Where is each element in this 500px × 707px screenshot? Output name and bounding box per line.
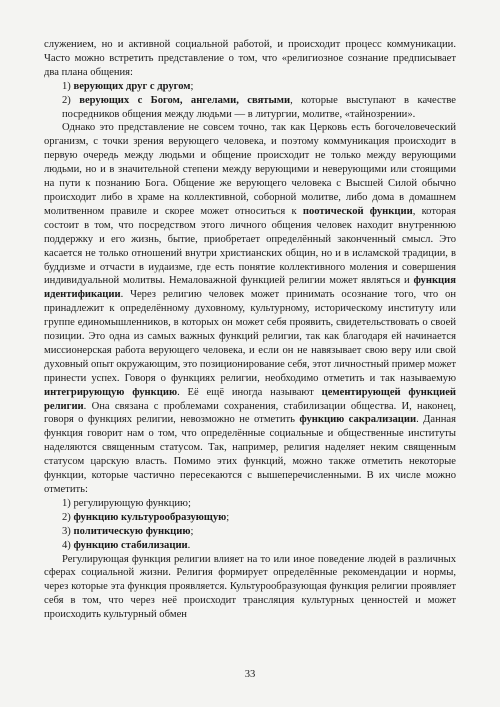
list-item-bold: функцию культурообразующую xyxy=(73,511,227,523)
term-cementing-function: цементирующей функцией религии xyxy=(44,386,457,412)
list-item-text: регулирующую функцию; xyxy=(73,497,191,509)
paragraph-regulating: Регулирующая функция религии влияет на то или иное поведение людей в различных сферах социальной жизни. Религия формирует определённые рекомендации и нормы, через которые эта функция проявляется. Культурообразующая функция религии проявляет себя в том, что через неё происходит трансляция культурных ценностей и может происходить культурный обмен xyxy=(44,553,456,621)
function-list-item-3 xyxy=(44,525,456,539)
term-integrating-function: интегрирующую функцию xyxy=(44,386,178,398)
text-run: . Данная функция говорит нам о том, что определённые социальные и общественные институты наделяются священным статусом. Так, например, религия наделяет неким священным статусом царскую власть. Помимо этих функций, можно также отметить некоторые функции, которые частично пересекаются с вышеперечисленными. В их числе можно отметить: xyxy=(44,414,457,495)
list-item-bold: верующих друг с другом xyxy=(73,80,191,92)
function-list-item-4 xyxy=(44,539,456,553)
list-number: 4) xyxy=(62,539,74,551)
list-item-bold: политическую функцию xyxy=(73,525,191,537)
list-item-tail: ; xyxy=(226,511,230,523)
list-item-2 xyxy=(44,94,456,122)
list-number: 2) xyxy=(62,94,80,106)
paragraph-functions xyxy=(44,121,456,496)
term-sacralization-function: функцию сакрализации xyxy=(299,414,417,426)
text-run: Однако это представление не совсем точно, так как Церковь есть богочеловеческий организм, с точки зрения верующего человека, и поэтому коммуникация происходит в первую очередь между людьми и общение происходит не только между верующими людьми, но и в значительной степени между верующими и неверующими или стоящими на пути к познанию Бога. Общение же верующего человека с Высшей Силой обычно происходит либо в храме на коллективной, соборной молитве, либо дома в домашнем молитвенном правиле и скорее может относиться к xyxy=(44,122,456,217)
text-run: . Она связана с проблемами сохранения, стабилизации общества. И, наконец, говоря о функциях религии, невозможно не отметить xyxy=(44,400,456,426)
function-list-item-2 xyxy=(44,511,456,525)
list-item-bold: верующих с Богом, ангелами, святыми xyxy=(79,94,291,106)
term-identification-function: функция идентификации xyxy=(44,275,456,301)
list-item-1 xyxy=(44,80,456,94)
list-number: 2) xyxy=(62,511,74,523)
page-number: 33 xyxy=(244,669,256,680)
paragraph-intro: служением, но и активной социальной работой, и происходит процесс коммуникации. Часто можно встретить представление о том, что «религиозное сознание предписывает два плана общения: xyxy=(44,39,456,78)
list-number: 1) xyxy=(62,80,74,92)
function-list-item-1 xyxy=(44,497,456,511)
list-item-tail: , которые выступают в качестве посредников общения между людьми — в литургии, молитве, «тайнозрении». xyxy=(62,94,456,120)
text-run: . Её ещё иногда называют xyxy=(177,386,322,398)
text-run: , которая состоит в том, что посредством этого личного общения человек находит внутреннюю поддержку и его жизнь, бытие, приобретает определённый законченный смысл. Это касается не только отношений внутри христианских общин, но и в исламской традиции, в буддизме и отчасти в иудаизме, где есть понятие коллективного моления и совершения индивидуальной молитвы. Немаловажной функцией религии может являться и xyxy=(44,205,456,287)
list-number: 3) xyxy=(62,525,74,537)
list-number: 1) xyxy=(62,497,74,509)
list-item-tail: ; xyxy=(190,80,194,92)
list-item-tail: ; xyxy=(190,525,194,537)
list-item-bold: функцию стабилизации xyxy=(73,539,188,551)
text-run: . Через религию человек может принимать осознание того, что он принадлежит к определённому духовному, культурному, историческому институту или группе единомышленников, в которых он может себя проявить, свидетельствовать о своей позиции. Это одна из самых важных функций религии, так как благодаря ей начинается миссионерская работа верующего человека, и если он не навязывает свою веру или свой духовный опыт окружающим, это позиционирование себя, этот личностный пример может принести успех. Говоря о функциях религии, необходимо отметить и так называемую xyxy=(44,289,456,384)
term-poetic-function: поотической функции xyxy=(302,205,413,217)
list-item-tail: . xyxy=(187,539,191,551)
